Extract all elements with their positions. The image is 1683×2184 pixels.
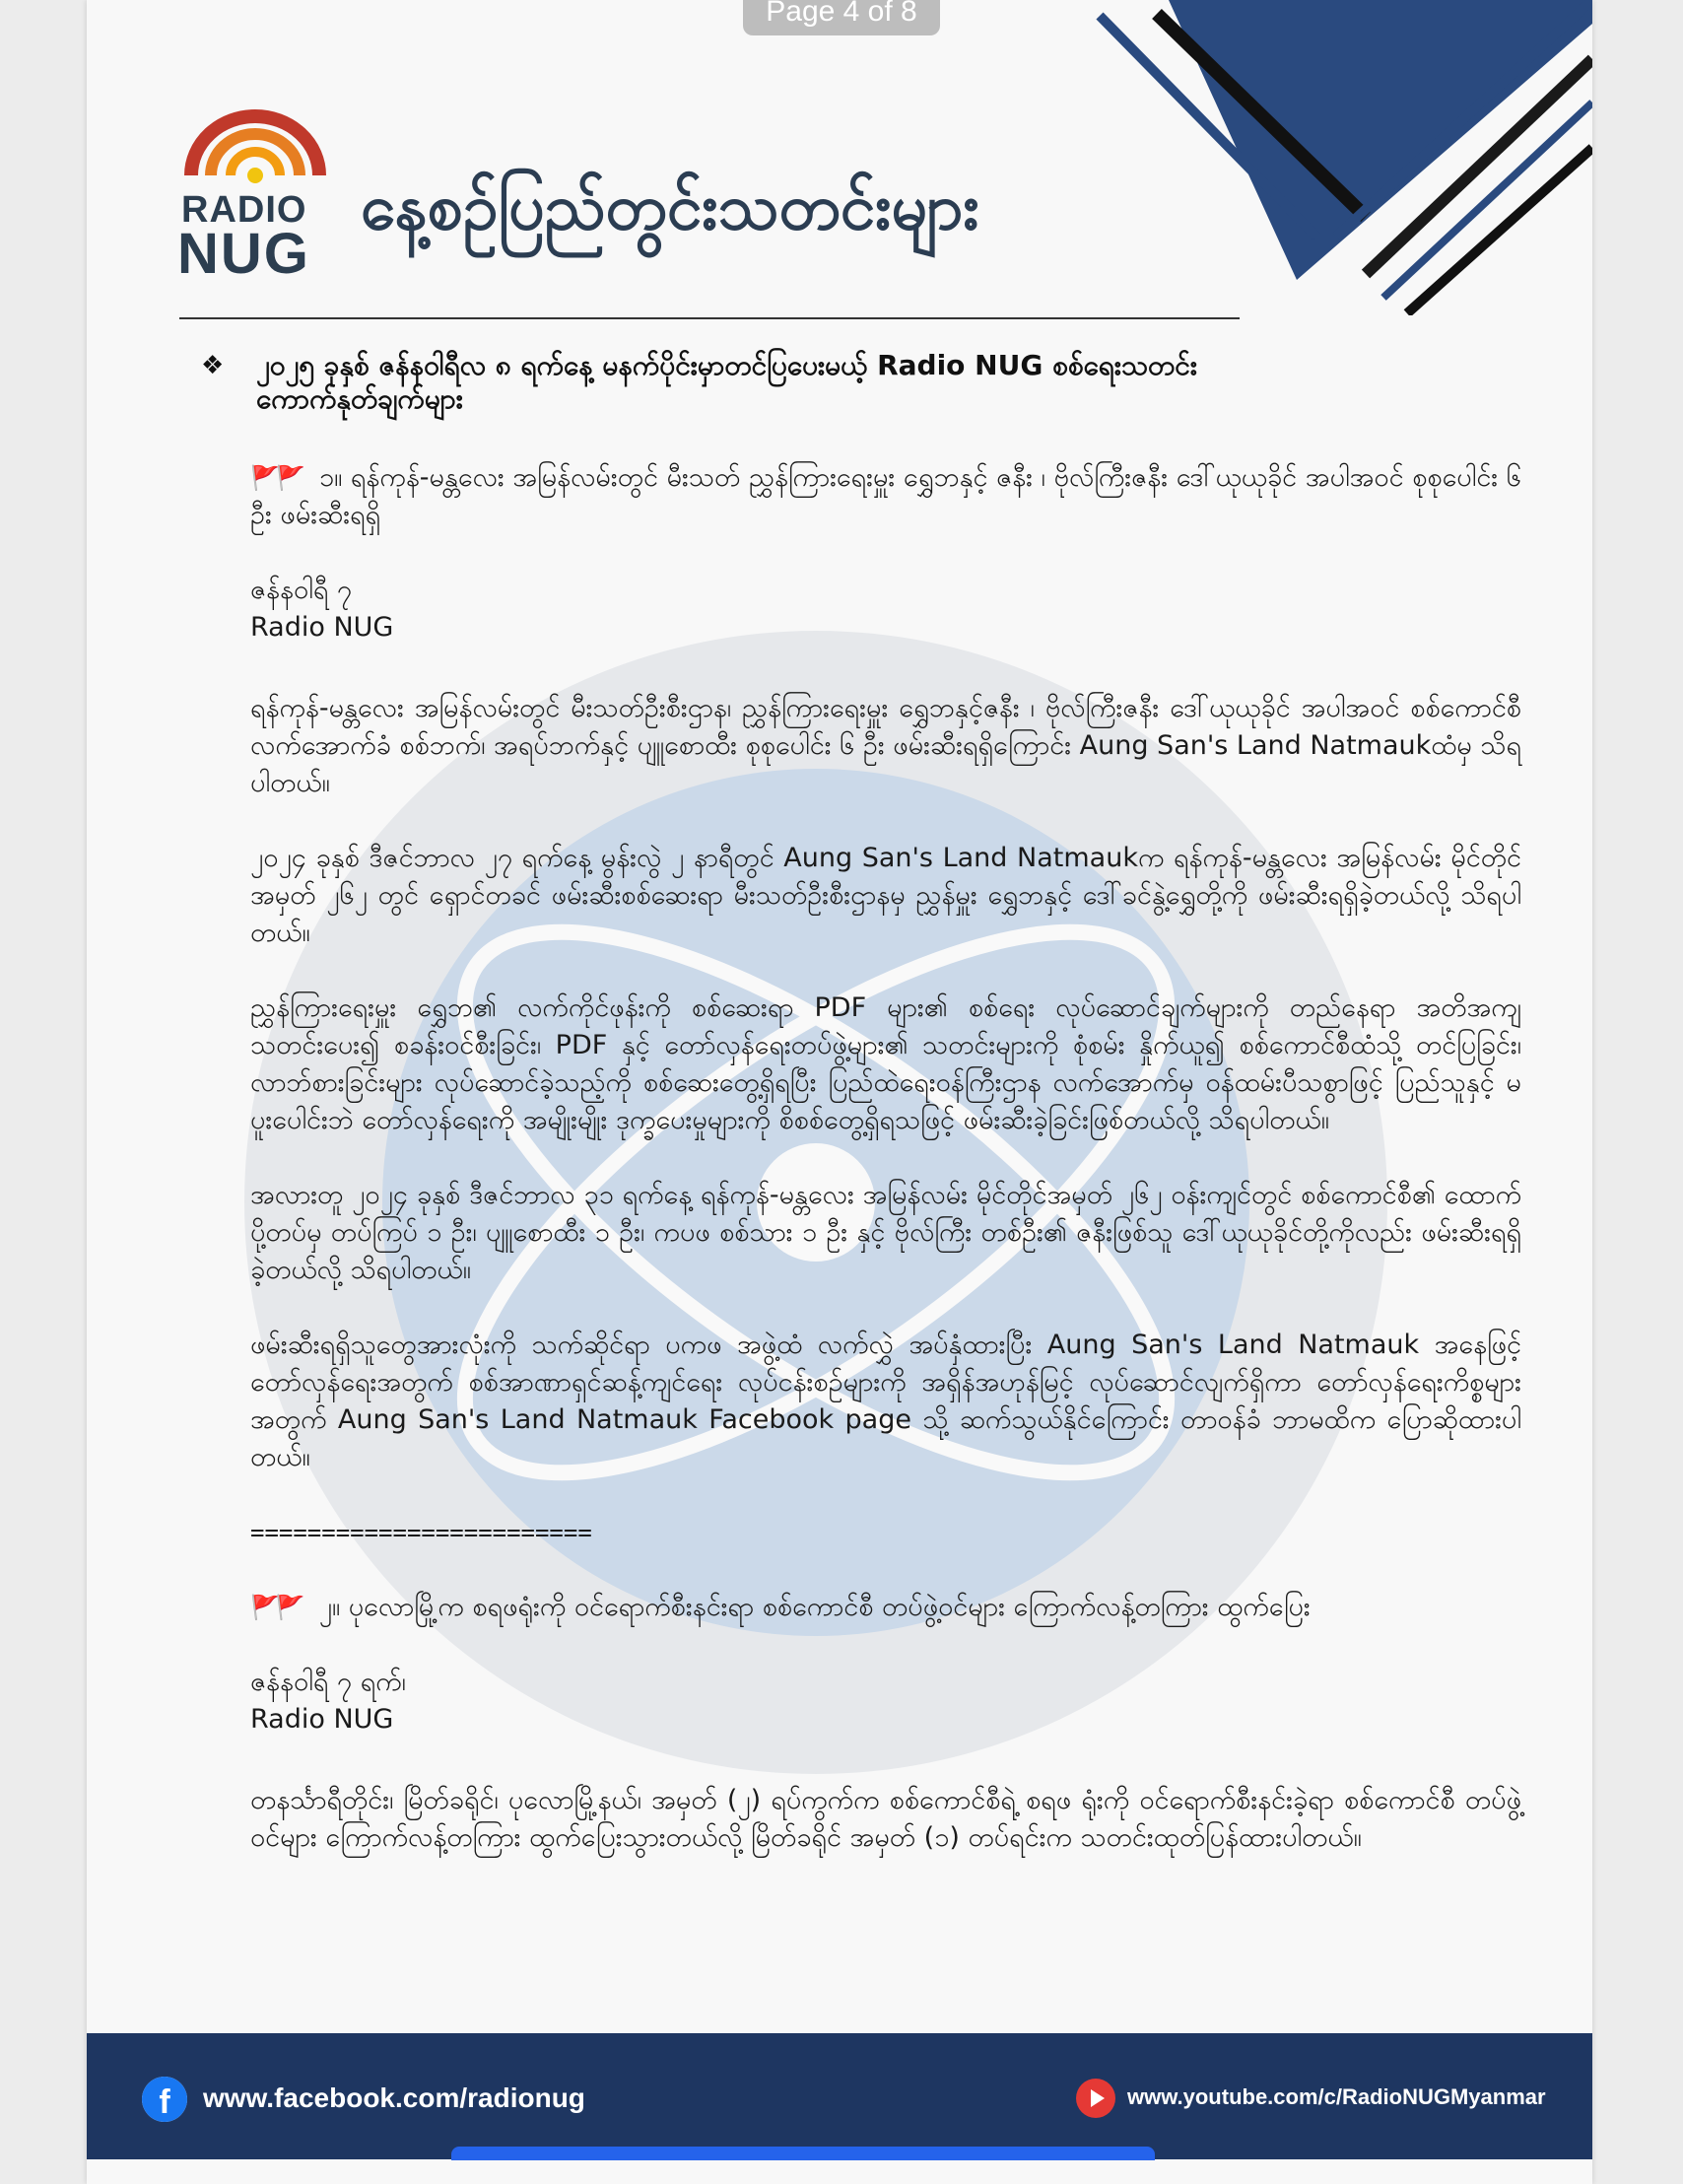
article-2-source: Radio NUG <box>250 1704 394 1735</box>
youtube-icon[interactable] <box>1076 2079 1115 2118</box>
facebook-icon[interactable]: f <box>142 2077 187 2122</box>
page-title: နေ့စဉ်ပြည်တွင်းသတင်းများ <box>361 171 979 244</box>
header-decoration <box>1041 0 1592 315</box>
article-2-title-text: ၂။ ပုလောမြို့က စရဖရုံးကို ဝင်ရောက်စီးနင်းရာ စစ်ကောင်စီ တပ်ဖွဲ့ဝင်များ ကြောက်လန့်တကြား ထွက်ပြေး <box>318 1592 1311 1622</box>
youtube-link[interactable]: www.youtube.com/c/RadioNUGMyanmar <box>1127 2084 1546 2109</box>
document-page <box>87 0 1592 2184</box>
article-1-source: Radio NUG <box>250 612 394 643</box>
article-1-title <box>250 459 1521 534</box>
article-1-paragraph: ၂၀၂၄ ခုနှစ် ဒီဇင်ဘာလ ၂၇ ရက်နေ့ မွန်းလွဲ ၂ နာရီတွင် Aung San's Land Natmaukက ရန်ကုန်-မန္တလေး အမြန်လမ်း မိုင်တိုင်အမှတ် ၂၆၂ တွင် ရှောင်တခင် ဖမ်းဆီးစစ်ဆေးရာ မီးသတ်ဦးစီးဌာနမှ ညွှန်မှူး ရွှေဘနှင့် ဒေါ်ခင်နွဲ့ရွှေတို့ကို ဖမ်းဆီးရရှိခဲ့တယ်လို့ သိရပါတယ်။ <box>250 843 1521 948</box>
flag-icon: 🚩🚩 <box>250 464 302 492</box>
logo-text-radio: RADIO <box>181 189 307 231</box>
footer <box>87 2033 1592 2159</box>
article-1-title-text: ၁။ ရန်ကုန်-မန္တလေး အမြန်လမ်းတွင် မီးသတ် ညွှန်ကြားရေးမှူး ရွှေဘနှင့် ဇနီး ၊ ဗိုလ်ကြီးဇနီး ဒေါ်ယုယုခိုင် အပါအဝင် စုစုပေါင်း ၆ ဦး ဖမ်းဆီးရရှိ <box>250 462 1521 530</box>
flag-icon: 🚩🚩 <box>250 1594 302 1621</box>
facebook-link[interactable]: www.facebook.com/radionug <box>203 2082 585 2113</box>
article-1-date: ဇန်နဝါရီ ၇ <box>250 575 353 605</box>
headline <box>201 349 1285 416</box>
article-2-date: ဇန်နဝါရီ ၇ ရက်၊ <box>250 1667 406 1697</box>
footer-accent-bar <box>451 2147 1155 2160</box>
article-2-title <box>250 1589 1521 1626</box>
article-1-paragraph: ရန်ကုန်-မန္တလေး အမြန်လမ်းတွင် မီးသတ်ဦးစီးဌာန၊ ညွှန်ကြားရေးမှူး ရွှေဘနှင့်ဇနီး ၊ ဗိုလ်ကြီးဇနီး ဒေါ်ယုယုခိုင် အပါအဝင် စစ်ကောင်စီလက်အောက်ခံ စစ်ဘက်၊ အရပ်ဘက်နှင့် ပျူစောထီး စုစုပေါင်း ၆ ဦး ဖမ်းဆီးရရှိကြောင်း Aung San's Land Natmaukထံမှ သိရပါတယ်။ <box>250 693 1521 798</box>
header-divider <box>179 317 1240 319</box>
article-1-paragraph: ဖမ်းဆီးရရှိသူတွေအားလုံးကို သက်ဆိုင်ရာ ပကဖ အဖွဲ့ထံ လက်လွှဲ အပ်နှံထားပြီး Aung San's Land Natmauk အနေဖြင့် တော်လှန်ရေးအတွက် စစ်အာဏာရှင်ဆန့်ကျင်ရေး လုပ်ငန်းစဉ်များကို အရှိန်အဟုန်မြင့် လုပ်ဆောင်လျက်ရှိကာ တော်လှန်ရေးကိစ္စများအတွက် Aung San's Land Natmauk Facebook page သို့ ဆက်သွယ်နိုင်ကြောင်း တာဝန်ခံ ဘာမထိက ပြောဆိုထားပါတယ်။ <box>250 1330 1521 1472</box>
article-1-paragraph: အလားတူ ၂၀၂၄ ခုနှစ် ဒီဇင်ဘာလ ၃၁ ရက်နေ့ ရန်ကုန်-မန္တလေး အမြန်လမ်း မိုင်တိုင်အမှတ် ၂၆၂ ဝန်းကျင်တွင် စစ်ကောင်စီ၏ ထောက်ပို့တပ်မှ တပ်ကြပ် ၁ ဦး၊ ပျူစောထီး ၁ ဦး၊ ကပဖ စစ်သား ၁ ဦး နှင့် ဗိုလ်ကြီး တစ်ဦး၏ ဇနီးဖြစ်သူ ဒေါ်ယုယုခိုင်တို့ကိုလည်း ဖမ်းဆီးရရှိခဲ့တယ်လို့ သိရပါတယ်။ <box>250 1180 1521 1285</box>
article-content <box>250 459 1521 1857</box>
page-indicator: Page 4 of 8 <box>743 0 940 35</box>
section-divider: ======================== <box>250 1519 592 1546</box>
headline-bullet-icon: ❖ <box>201 351 225 380</box>
logo-text-nug: NUG <box>177 222 310 286</box>
radio-nug-logo-icon <box>181 106 329 195</box>
headline-text: ၂၀၂၅ ခုနှစ် ဇန်နဝါရီလ ၈ ရက်နေ့ မနက်ပိုင်းမှာတင်ပြပေးမယ့် Radio NUG စစ်ရေးသတင်းကောက်နုတ်ချက်များ <box>256 349 1197 415</box>
article-2-paragraph: တနင်္သာရီတိုင်း၊ မြိတ်ခရိုင်၊ ပုလောမြို့နယ်၊ အမှတ် (၂) ရပ်ကွက်က စစ်ကောင်စီရဲ့ စရဖ ရုံးကို ဝင်ရောက်စီးနင်းခဲ့ရာ စစ်ကောင်စီ တပ်ဖွဲ့ဝင်များ ကြောက်လန့်တကြား ထွက်ပြေးသွားတယ်လို့ မြိတ်ခရိုင် အမှတ် (၁) တပ်ရင်းက သတင်းထုတ်ပြန်ထားပါတယ်။ <box>250 1785 1521 1853</box>
article-1-paragraph: ညွှန်ကြားရေးမှူး ရွှေဘ၏ လက်ကိုင်ဖုန်းကို စစ်ဆေးရာ PDF များ၏ စစ်ရေး လုပ်ဆောင်ချက်များကို တည်နေရာ အတိအကျ သတင်းပေး၍ စခန်းဝင်စီးခြင်း၊ PDF နှင့် တော်လှန်ရေးတပ်ဖွဲ့များ၏ သတင်းများကို စုံစမ်း နှိုက်ယူ၍ စစ်ကောင်စီထံသို့ တင်ပြခြင်း၊ လာဘ်စားခြင်းများ လုပ်ဆောင်ခဲ့သည့်ကို စစ်ဆေးတွေ့ရှိရပြီး ပြည်ထဲရေးဝန်ကြီးဌာန လက်အောက်မှ ဝန်ထမ်းပီသစွာဖြင့် ပြည်သူနှင့် မပူးပေါင်းဘဲ တော်လှန်ရေးကို အမျိုးမျိုး ဒုက္ခပေးမှုများကို စိစစ်တွေ့ရှိရသဖြင့် ဖမ်းဆီးခဲ့ခြင်းဖြစ်တယ်လို့ သိရပါတယ်။ <box>250 992 1521 1135</box>
